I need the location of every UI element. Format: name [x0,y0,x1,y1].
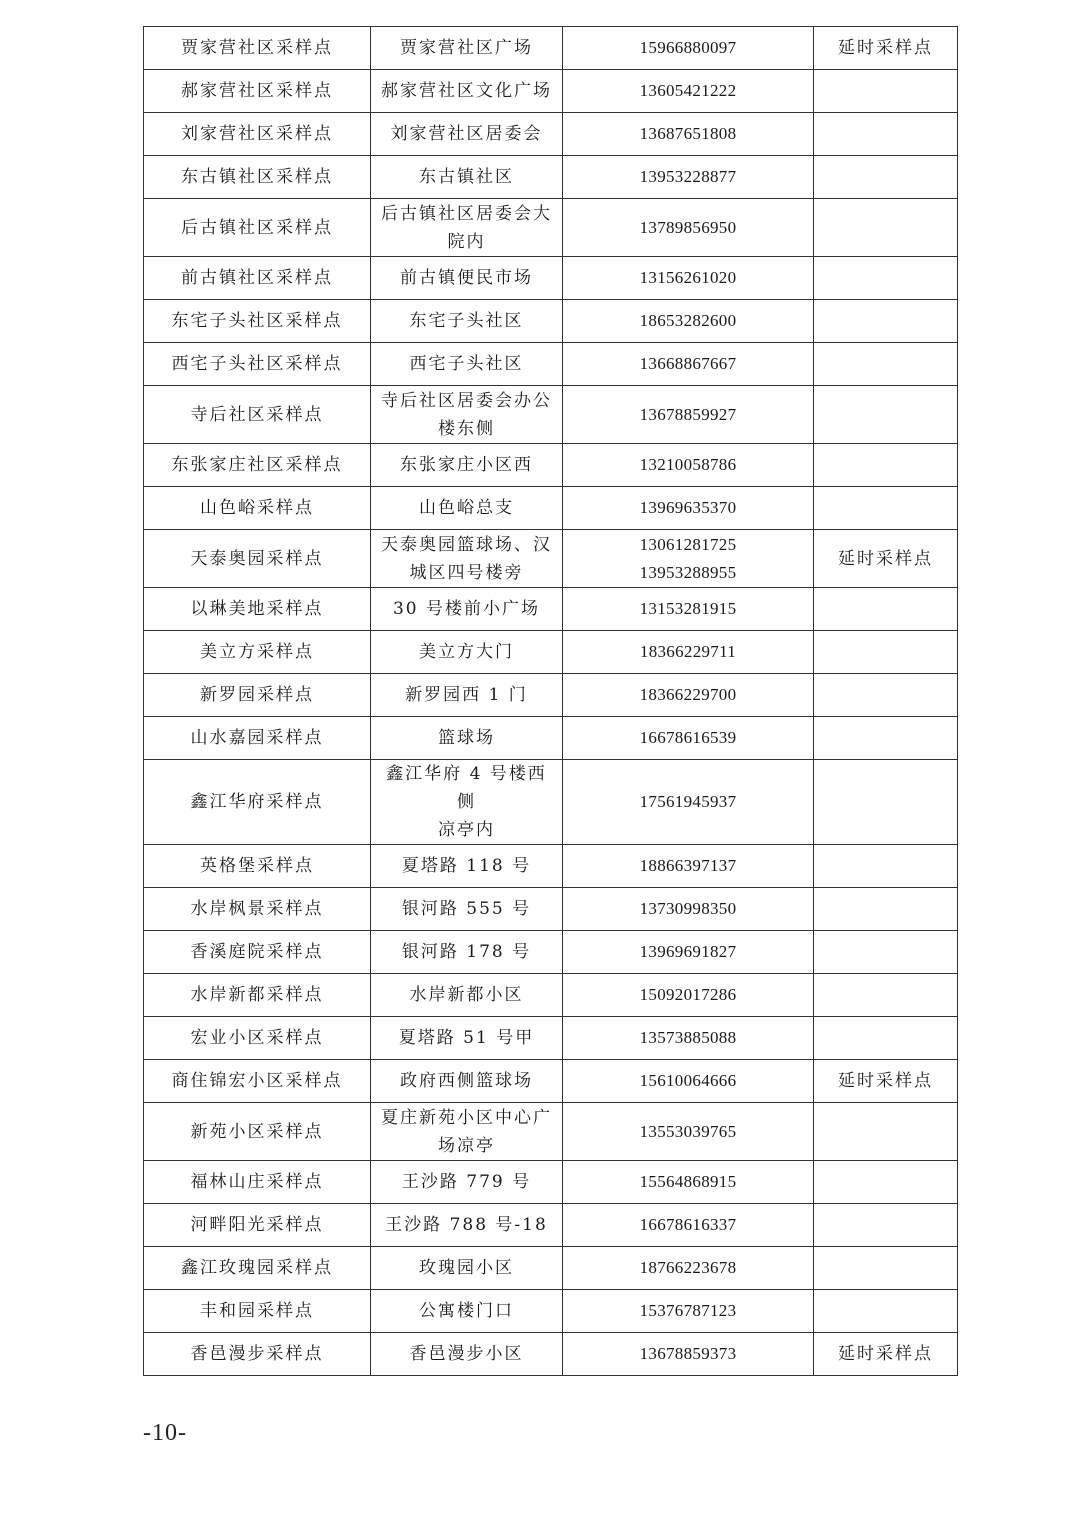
site-note-cell [814,1103,958,1161]
table-row [144,1290,958,1333]
site-address-cell: 银河路 555 号 [371,888,563,931]
site-phone-cell [563,300,814,343]
site-phone-number: 15092017286 [639,985,737,1004]
site-note-cell: 延时采样点 [814,1333,958,1376]
site-address-cell: 东宅子头社区 [371,300,563,343]
site-phone-cell [563,257,814,300]
site-note-cell [814,888,958,931]
site-phone-cell [563,1247,814,1290]
site-phone-number: 15376787123 [639,1301,737,1320]
site-name-cell: 香溪庭院采样点 [144,931,371,974]
table-row [144,1333,958,1376]
site-name-cell: 河畔阳光采样点 [144,1204,371,1247]
site-name-cell: 英格堡采样点 [144,845,371,888]
site-name-cell: 水岸新都采样点 [144,974,371,1017]
table-row [144,444,958,487]
site-phone-cell [563,487,814,530]
site-address-cell [371,386,563,444]
site-address-cell: 贾家营社区广场 [371,27,563,70]
site-phone-number: 18366229700 [639,685,737,704]
site-phone-number: 18653282600 [639,311,737,330]
site-note-cell: 延时采样点 [814,1060,958,1103]
site-note-cell [814,156,958,199]
site-name-cell: 东张家庄社区采样点 [144,444,371,487]
site-phone-cell [563,1103,814,1161]
site-note-cell [814,674,958,717]
site-phone-number: 13969635370 [639,498,737,517]
site-address-line: 楼东侧 [438,418,495,439]
site-phone-cell [563,444,814,487]
site-address-line: 夏庄新苑小区中心广 [381,1107,552,1128]
site-note-cell: 延时采样点 [814,530,958,588]
site-phone-number: 16678616337 [639,1215,737,1234]
site-note-cell [814,845,958,888]
site-phone-number: 13668867667 [639,354,737,373]
site-phone-number: 13953288955 [639,562,737,582]
site-phone-number: 13553039765 [639,1121,737,1141]
site-note-cell [814,1161,958,1204]
site-address-cell: 郝家营社区文化广场 [371,70,563,113]
site-note-cell [814,760,958,845]
site-note-cell [814,1290,958,1333]
site-note-cell [814,1247,958,1290]
site-phone-number: 13573885088 [639,1028,737,1047]
site-name-cell: 西宅子头社区采样点 [144,343,371,386]
site-phone-number: 13678859927 [639,404,737,424]
sampling-sites-table [143,26,958,1376]
site-name-cell: 前古镇社区采样点 [144,257,371,300]
site-address-line: 院内 [447,231,486,252]
site-phone-cell [563,530,814,588]
table-row [144,717,958,760]
site-note-cell [814,631,958,674]
site-phone-cell [563,760,814,845]
table-row [144,300,958,343]
table-row [144,931,958,974]
table-row [144,631,958,674]
site-note-cell [814,199,958,257]
table-row [144,888,958,931]
table-row [144,257,958,300]
table-row [144,845,958,888]
site-address-cell: 东张家庄小区西 [371,444,563,487]
site-note-cell: 延时采样点 [814,27,958,70]
site-name-cell: 山水嘉园采样点 [144,717,371,760]
site-phone-cell [563,931,814,974]
site-phone-cell [563,631,814,674]
site-phone-number: 15610064666 [639,1071,737,1090]
site-phone-number: 18866397137 [639,856,737,875]
site-address-cell: 篮球场 [371,717,563,760]
site-phone-number: 13210058786 [639,455,737,474]
site-note-cell [814,113,958,156]
site-phone-number: 13678859373 [639,1344,737,1363]
table-row [144,1161,958,1204]
site-address-cell: 30 号楼前小广场 [371,588,563,631]
site-name-cell: 鑫江华府采样点 [144,760,371,845]
site-name-cell: 宏业小区采样点 [144,1017,371,1060]
site-phone-cell [563,674,814,717]
site-address-line: 鑫江华府 4 号楼西侧 [386,764,547,812]
site-phone-number: 17561945937 [639,792,737,811]
site-name-cell: 山色峪采样点 [144,487,371,530]
site-phone-cell [563,156,814,199]
site-name-cell: 刘家营社区采样点 [144,113,371,156]
site-phone-cell [563,1017,814,1060]
site-address-line: 天泰奥园篮球场、汉 [381,534,552,555]
site-phone-cell [563,1060,814,1103]
site-note-cell [814,386,958,444]
site-note-cell [814,931,958,974]
site-address-cell [371,199,563,257]
site-name-cell: 天泰奥园采样点 [144,530,371,588]
site-phone-number: 13687651808 [639,124,737,143]
site-phone-cell [563,113,814,156]
site-address-line: 城区四号楼旁 [409,562,524,583]
site-phone-cell [563,1204,814,1247]
site-address-cell: 夏塔路 51 号甲 [371,1017,563,1060]
site-phone-number: 15966880097 [639,38,737,57]
site-address-cell [371,530,563,588]
site-address-cell [371,1103,563,1161]
site-phone-number: 13969691827 [639,942,737,961]
table-row [144,530,958,588]
site-address-line: 场凉亭 [438,1135,495,1156]
site-address-cell: 美立方大门 [371,631,563,674]
site-address-line: 寺后社区居委会办公 [381,390,552,411]
site-phone-number: 13953228877 [639,167,737,186]
site-name-cell: 后古镇社区采样点 [144,199,371,257]
site-phone-cell [563,27,814,70]
site-name-cell: 丰和园采样点 [144,1290,371,1333]
table-row [144,70,958,113]
table-row [144,1204,958,1247]
site-phone-number: 13605421222 [639,81,737,100]
site-name-cell: 新苑小区采样点 [144,1103,371,1161]
site-name-cell: 新罗园采样点 [144,674,371,717]
site-phone-cell [563,717,814,760]
table-row [144,386,958,444]
site-note-cell [814,300,958,343]
site-address-cell: 公寓楼门口 [371,1290,563,1333]
table-row [144,343,958,386]
site-phone-number: 13153281915 [639,599,737,618]
table-row [144,760,958,845]
site-address-cell: 前古镇便民市场 [371,257,563,300]
table-row [144,974,958,1017]
site-name-cell: 鑫江玫瑰园采样点 [144,1247,371,1290]
table-row [144,1017,958,1060]
page-number: -10- [143,1420,187,1446]
site-phone-cell [563,343,814,386]
site-name-cell: 东宅子头社区采样点 [144,300,371,343]
site-address-cell: 政府西侧篮球场 [371,1060,563,1103]
site-phone-number: 13789856950 [639,217,737,237]
site-name-cell: 寺后社区采样点 [144,386,371,444]
site-note-cell [814,717,958,760]
site-phone-number: 15564868915 [639,1172,737,1191]
table-row [144,588,958,631]
site-address-cell: 香邑漫步小区 [371,1333,563,1376]
site-address-line: 后古镇社区居委会大 [381,203,552,224]
site-note-cell [814,487,958,530]
table-row [144,156,958,199]
sampling-sites-table-body [144,27,958,1376]
site-name-cell: 香邑漫步采样点 [144,1333,371,1376]
site-phone-number: 18766223678 [639,1258,737,1277]
site-name-cell: 东古镇社区采样点 [144,156,371,199]
table-row [144,674,958,717]
site-phone-cell [563,1290,814,1333]
site-phone-cell [563,974,814,1017]
site-phone-cell [563,588,814,631]
site-name-cell: 水岸枫景采样点 [144,888,371,931]
site-note-cell [814,1204,958,1247]
site-note-cell [814,70,958,113]
site-address-cell: 东古镇社区 [371,156,563,199]
site-phone-cell [563,386,814,444]
site-address-cell: 西宅子头社区 [371,343,563,386]
site-note-cell [814,974,958,1017]
table-row [144,113,958,156]
site-name-cell: 郝家营社区采样点 [144,70,371,113]
table-row [144,1247,958,1290]
site-phone-number: 13156261020 [639,268,737,287]
site-address-cell: 王沙路 779 号 [371,1161,563,1204]
site-phone-cell [563,888,814,931]
site-name-cell: 以琳美地采样点 [144,588,371,631]
site-address-cell: 刘家营社区居委会 [371,113,563,156]
site-address-cell: 新罗园西 1 门 [371,674,563,717]
site-address-cell [371,760,563,845]
site-address-cell: 山色峪总支 [371,487,563,530]
site-phone-cell [563,1333,814,1376]
site-phone-number: 16678616539 [639,728,737,747]
site-phone-cell [563,199,814,257]
site-name-cell: 贾家营社区采样点 [144,27,371,70]
site-address-cell: 水岸新都小区 [371,974,563,1017]
table-row [144,1060,958,1103]
site-note-cell [814,257,958,300]
table-row [144,487,958,530]
site-note-cell [814,444,958,487]
site-name-cell: 商住锦宏小区采样点 [144,1060,371,1103]
table-row [144,27,958,70]
site-name-cell: 福林山庄采样点 [144,1161,371,1204]
site-note-cell [814,343,958,386]
site-address-cell: 银河路 178 号 [371,931,563,974]
site-address-cell: 夏塔路 118 号 [371,845,563,888]
site-phone-cell [563,70,814,113]
site-note-cell [814,1017,958,1060]
site-address-cell: 王沙路 788 号-18 [371,1204,563,1247]
site-phone-number: 13730998350 [639,899,737,918]
site-phone-number: 18366229711 [639,642,737,661]
site-address-cell: 玫瑰园小区 [371,1247,563,1290]
site-phone-number: 13061281725 [639,534,737,554]
table-row [144,1103,958,1161]
site-note-cell [814,588,958,631]
table-row [144,199,958,257]
site-phone-cell [563,845,814,888]
site-phone-cell [563,1161,814,1204]
site-address-line: 凉亭内 [438,820,495,840]
site-name-cell: 美立方采样点 [144,631,371,674]
